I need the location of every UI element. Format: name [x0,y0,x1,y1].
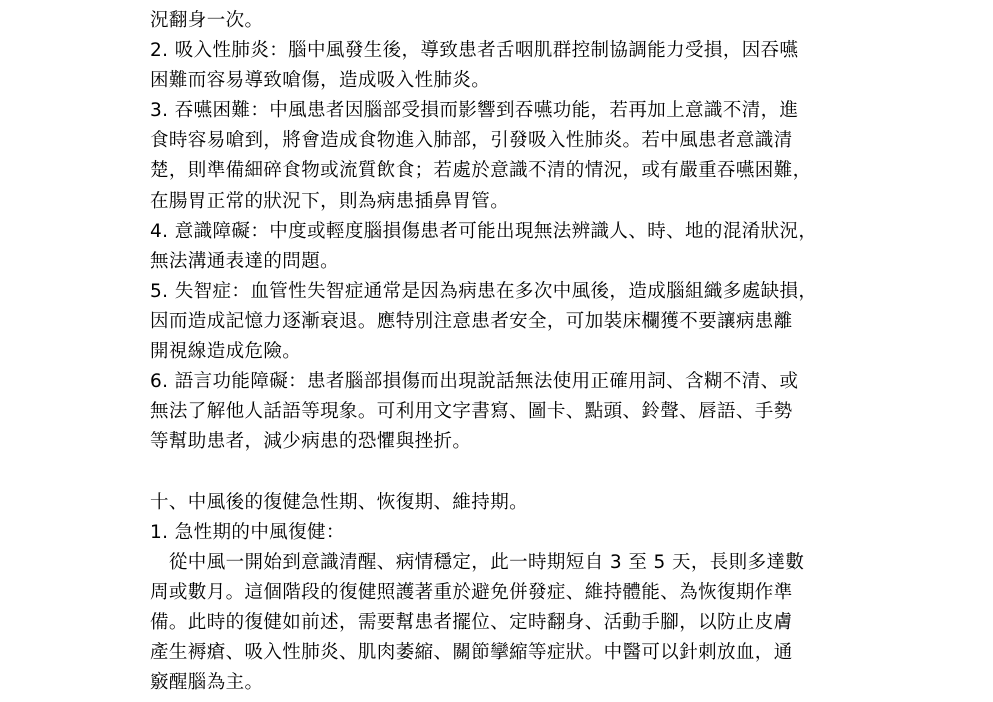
text-line: 等幫助患者，減少病患的恐懼與挫折。 [150,431,472,453]
document-page [150,6,850,698]
text-line: 開視線造成危險。 [150,341,302,363]
text-line: 周或數月。這個階段的復健照護著重於避免併發症、維持體能、為恢復期作準 [150,581,793,603]
text-line: 產生褥瘡、吸入性肺炎、肌肉萎縮、關節攣縮等症狀。中醫可以針刺放血，通 [150,641,793,663]
text-line: 因而造成記憶力逐漸衰退。應特別注意患者安全，可加裝床欄獲不要讓病患離 [150,310,793,332]
section-heading: 十、中風後的復健急性期、恢復期、維持期。 [150,491,529,513]
text-line: 況翻身一次。 [150,10,264,31]
text-line: 無法溝通表達的問題。 [150,250,340,272]
text-line: 在腸胃正常的狀況下，則為病患插鼻胃管。 [150,190,510,212]
text-line: 6. 語言功能障礙：患者腦部損傷而出現說話無法使用正確用詞、含糊不清、或 [150,371,799,393]
text-line: 從中風一開始到意識清醒、病情穩定，此一時期短自 3 至 5 天，長則多達數 [150,551,805,573]
text-line: 備。此時的復健如前述，需要幫患者擺位、定時翻身、活動手腳，以防止皮膚 [150,611,793,633]
text-line: 困難而容易導致嗆傷，造成吸入性肺炎。 [150,70,491,92]
text-line: 3. 吞嚥困難：中風患者因腦部受損而影響到吞嚥功能，若再加上意識不清，進 [150,100,799,122]
text-line: 楚，則準備細碎食物或流質飲食；若處於意識不清的情況，或有嚴重吞嚥困難， [150,160,812,182]
subsection-heading: 1. 急性期的中風復健： [150,521,345,543]
text-line: 無法了解他人話語等現象。可利用文字書寫、圖卡、點頭、鈴聲、唇語、手勢 [150,401,793,423]
text-line: 2. 吸入性肺炎：腦中風發生後，導致患者舌咽肌群控制協調能力受損，因吞嚥 [150,40,799,62]
text-line: 4. 意識障礙：中度或輕度腦損傷患者可能出現無法辨識人、時、地的混淆狀況， [150,220,818,242]
blank-line [150,457,850,487]
text-line: 食時容易嗆到，將會造成食物進入肺部，引發吸入性肺炎。若中風患者意識清 [150,130,793,152]
text-line: 竅醒腦為主。 [150,672,264,694]
text-line: 5. 失智症：血管性失智症通常是因為病患在多次中風後，造成腦組織多處缺損， [150,280,818,302]
